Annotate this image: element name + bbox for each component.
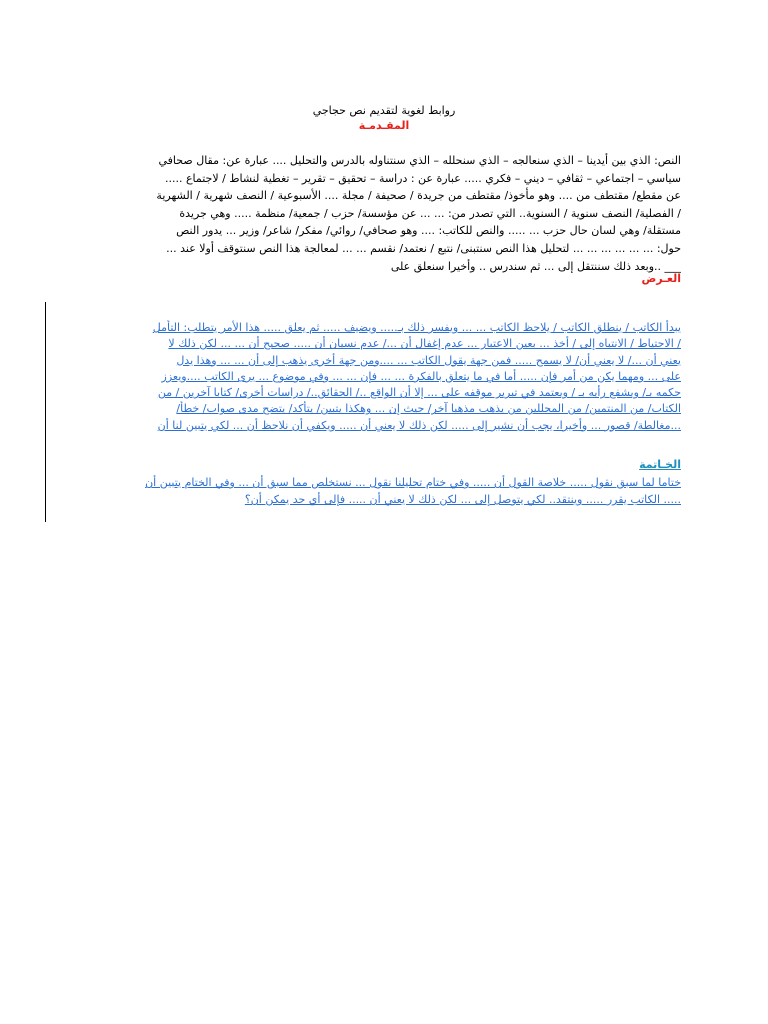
body-line: / الاحتياط / الانتباه إلى / أخذ ... بعين الاعتبار ... عدم إغفال أن .../ عدم نسيان أن ..... صحيح أن ... ... لكن ذلك لا: [168, 337, 681, 351]
document-title: روابط لغوية لتقديم نص حجاجي: [312, 104, 456, 117]
body-line: يعني أن .../ لا يعني أن/ لا يسمح ..... فمن جهة يقول الكاتب ... ....ومن جهة أخرى يذهب إلى أن ... ... وهذا يدل: [176, 353, 681, 367]
intro-line: مستقلة/ وهي لسان حال حزب ... ..... والنص للكاتب: .... وهو صحافي/ روائي/ مفكر/ شاعر/ وزير ... يدور النص: [176, 224, 681, 238]
intro-heading: المقـدمـة: [358, 119, 410, 132]
body-heading: العـرض: [641, 272, 681, 285]
intro-line: سياسي – اجتماعي – ثقافي – ديني – فكري ..... عبارة عن : دراسة – تحقيق – تقرير – تغطية لنشاط / لاجتماع .....: [164, 171, 681, 185]
body-line: الكتاب/ من المنتمين/ من المحللين من يذهب مذهبا آخر/ حيث إن ... وهكذا يتبين/ يتأكد/ يتضح مدى صواب/ خطأ/: [176, 402, 681, 416]
intro-line: ___ ..وبعد ذلك سننتقل إلى ... ثم سندرس .. وأخيرا سنعلق على: [390, 259, 681, 273]
body-line: حكمه بـ/ ويشفع رأيه بـ / ويعتمد في تبرير موقفه على ... إلا أن الواقع ../ الحقائق../ دراسات أخرى/ كتابا آخرين / من: [157, 386, 681, 400]
conclusion-heading: الخـاتمة: [639, 458, 681, 471]
intro-paragraph: [95, 152, 681, 275]
intro-line: / الفصلية/ النصف سنوية / السنوية.. التي تصدر من: ... ... عن مؤسسة/ حزب / جمعية/ منظمة ..... وهي جريدة: [179, 206, 681, 220]
conclusion-line: ختاما لما سبق نقول ..... خلاصة القول أن ..... وفي ختام تحليلنا نقول ... نستخلص مما سبق أن ... وفي الختام يتبين أن: [145, 476, 681, 489]
body-line: يبدأ الكاتب / ينطلق الكاتب / يلاحظ الكاتب ... ... ويفسر ذلك بـ..... ويضيف ..... ثم يعلق ..... هذا الأمر يتطلب: التأمل: [152, 321, 681, 334]
intro-line: حول: ... ... ... ... ... ... لتحليل هذا النص سنتبنى/ نتبع / نعتمد/ نقسم ... ... لمعالجة هذا النص سنتوقف أولا عند ...: [166, 241, 681, 255]
intro-line: النص: الذي بين أيدينا – الذي سنعالجه – الذي سنحلله – الذي سنتناوله بالدرس والتحليل .... عبارة عن: مقال صحافي: [158, 154, 681, 167]
intro-line: عن مقطع/ مقتطف من .... وهو مأخوذ/ مقتطف من جريدة / صحيفة / مجلة .... الأسبوعية / النصف شهرية / الشهرية: [156, 189, 681, 203]
conclusion-paragraph: [95, 474, 681, 508]
body-line: على ... ومهما يكن من أمر فإن ..... أما في ما يتعلق بالفكرة ... ... فإن ... ... وفي موضوع ... يرى الكاتب ....ويعزز: [161, 369, 681, 383]
body-paragraph: [95, 320, 681, 434]
conclusion-line: ..... الكاتب يقرر ..... وينتقد.. لكي يتوصل إلى ... لكن ذلك لا يعني أن ..... فإلى أي حد يمكن أن؟: [244, 493, 681, 506]
body-line: ...مغالطة/ قصور ... وأخيرا، يجب أن نشير إلى ..... لكن ذلك لا يعني أن ..... ويكفي أن نلاحظ أن ... لكي يتبين لنا أن: [157, 418, 681, 432]
margin-rule: [45, 302, 46, 522]
